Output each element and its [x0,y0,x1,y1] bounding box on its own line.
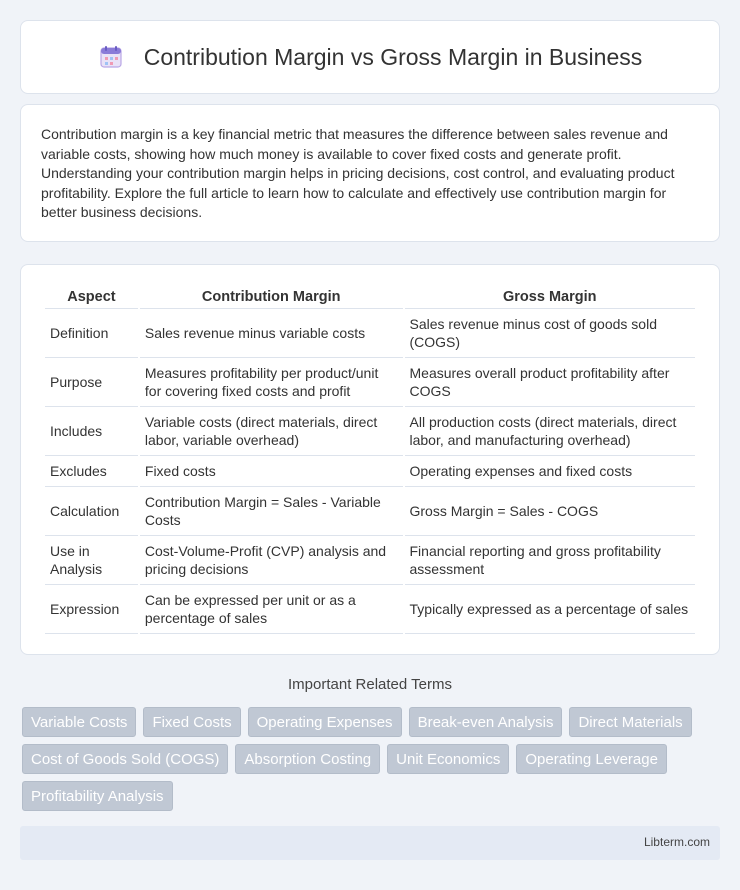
footer-brand-link[interactable]: Libterm.com [643,835,710,849]
table-row [45,487,695,536]
table-cell: Purpose [45,358,138,407]
table-cell: Includes [45,407,138,456]
comparison-table-card [20,264,720,655]
related-term-tag[interactable]: Cost of Goods Sold (COGS) [22,744,228,774]
table-cell: Measures overall product profitability after COGS [405,358,696,407]
table-cell: Typically expressed as a percentage of sales [405,585,696,634]
table-cell: Expression [45,585,138,634]
table-row [45,407,695,456]
table-cell: Sales revenue minus cost of goods sold (COGS) [405,309,696,358]
footer-bar [20,826,720,860]
related-term-tag[interactable]: Fixed Costs [143,707,240,737]
related-terms-title: Important Related Terms [288,676,452,693]
table-cell: Fixed costs [140,456,403,487]
related-term-tag[interactable]: Direct Materials [569,707,691,737]
table-cell: Definition [45,309,138,358]
table-row [45,358,695,407]
table-cell: Variable costs (direct materials, direct labor, variable overhead) [140,407,403,456]
related-terms-list [22,707,722,811]
table-cell: Can be expressed per unit or as a percentage of sales [140,585,403,634]
related-term-tag[interactable]: Unit Economics [387,744,509,774]
table-cell: All production costs (direct materials, direct labor, and manufacturing overhead) [405,407,696,456]
title-card [20,20,720,94]
table-cell: Financial reporting and gross profitability assessment [405,536,696,585]
table-cell: Operating expenses and fixed costs [405,456,696,487]
table-cell: Cost-Volume-Profit (CVP) analysis and pricing decisions [140,536,403,585]
comparison-table [43,285,697,634]
column-header: Gross Margin [405,285,696,309]
table-row [45,536,695,585]
table-row [45,585,695,634]
related-term-tag[interactable]: Variable Costs [22,707,136,737]
related-term-tag[interactable]: Absorption Costing [235,744,380,774]
table-cell: Use in Analysis [45,536,138,585]
table-row [45,309,695,358]
table-row [45,456,695,487]
column-header: Aspect [45,285,138,309]
calendar-icon [98,44,124,70]
related-term-tag[interactable]: Operating Expenses [248,707,402,737]
related-term-tag[interactable]: Operating Leverage [516,744,667,774]
table-cell: Excludes [45,456,138,487]
table-cell: Calculation [45,487,138,536]
intro-text: Contribution margin is a key financial metric that measures the difference between sales revenue and variable costs, showing how much money is available to cover fixed costs and generate profit. Understanding your contribution margin helps in pricing decisions, cost control, and evaluating product profitability. Explore the full article to learn how to calculate and effectively use contribution margin for better business decisions. [41,126,675,220]
intro-card [20,104,720,242]
table-cell: Sales revenue minus variable costs [140,309,403,358]
table-cell: Measures profitability per product/unit for covering fixed costs and profit [140,358,403,407]
table-cell: Gross Margin = Sales - COGS [405,487,696,536]
page-title: Contribution Margin vs Gross Margin in Business [143,43,643,70]
table-cell: Contribution Margin = Sales - Variable Costs [140,487,403,536]
related-term-tag[interactable]: Break-even Analysis [409,707,563,737]
column-header: Contribution Margin [140,285,403,309]
related-term-tag[interactable]: Profitability Analysis [22,781,173,811]
table-header-row [45,285,695,309]
